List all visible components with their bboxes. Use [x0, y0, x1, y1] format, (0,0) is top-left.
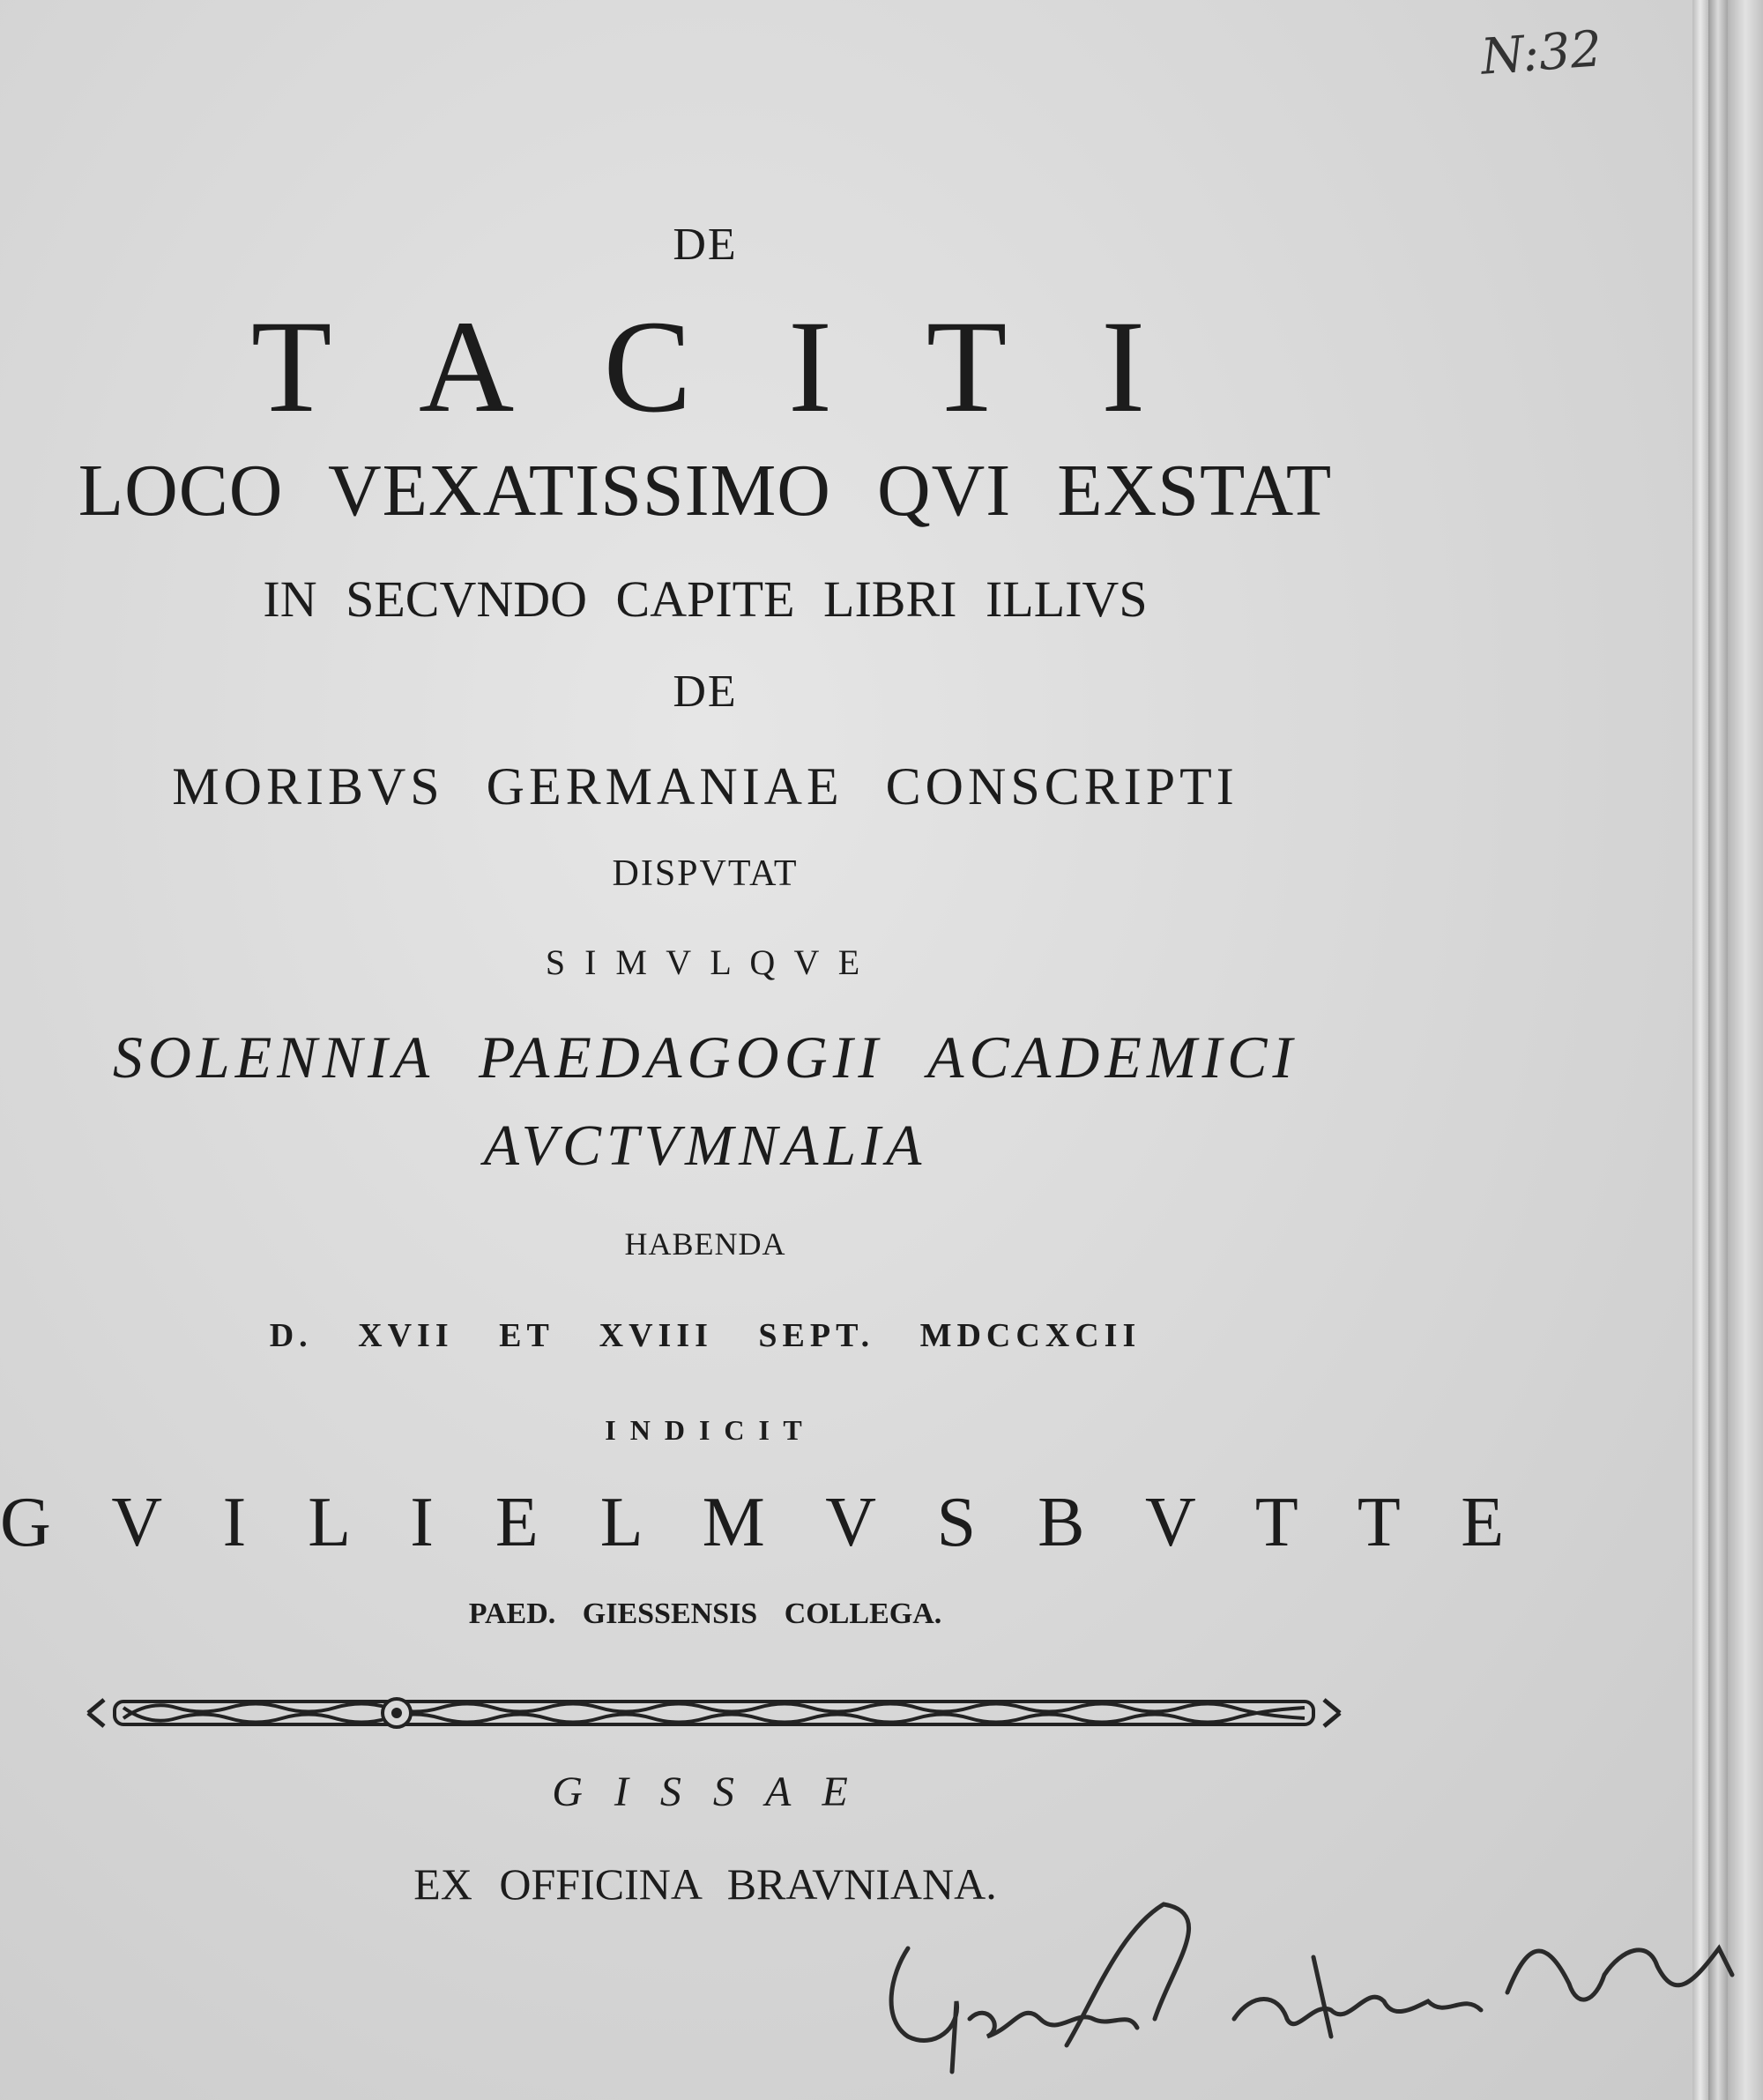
page-edge: [1708, 0, 1728, 2100]
title-line-de-2: DE: [673, 666, 738, 717]
title-line-dispvtat: DISPVTAT: [612, 853, 799, 894]
handwritten-signature: [873, 1895, 1745, 2081]
title-line-gissae: G I S S A E: [552, 1769, 859, 1815]
title-line-in-secvndo: IN SECVNDO CAPITE LIBRI ILLIVS: [263, 570, 1148, 628]
page-edge: [1728, 0, 1763, 2100]
title-line-habenda: HABENDA: [624, 1226, 786, 1262]
shelfmark: N:32: [1478, 20, 1604, 86]
title-line-officina: EX OFFICINA BRAVNIANA.: [413, 1859, 997, 1909]
title-line-collega: PAED. GIESSENSIS COLLEGA.: [468, 1597, 942, 1630]
title-line-author: G V I L I E L M V S B V T T E: [0, 1484, 1514, 1561]
title-line-indicit: I N D I C I T: [605, 1414, 806, 1446]
title-line-date: D. XVII ET XVIII SEPT. MDCCXCII: [269, 1317, 1142, 1354]
title-line-de: DE: [673, 220, 738, 270]
title-line-solennia: SOLENNIA PAEDAGOGII ACADEMICI: [112, 1024, 1298, 1091]
rope-ornament-icon: [79, 1691, 1349, 1735]
title-line-taciti: T A C I T I: [250, 294, 1178, 440]
page-edge: [1692, 0, 1708, 2100]
title-line-avctvmnalia: AVCTVMNALIA: [483, 1113, 927, 1178]
title-line-simvlqve: S I M V L Q V E: [545, 942, 866, 982]
title-line-moribvs: MORIBVS GERMANIAE CONSCRIPTI: [172, 757, 1239, 815]
title-line-loco: LOCO VEXATISSIMO QVI EXSTAT: [78, 450, 1333, 532]
